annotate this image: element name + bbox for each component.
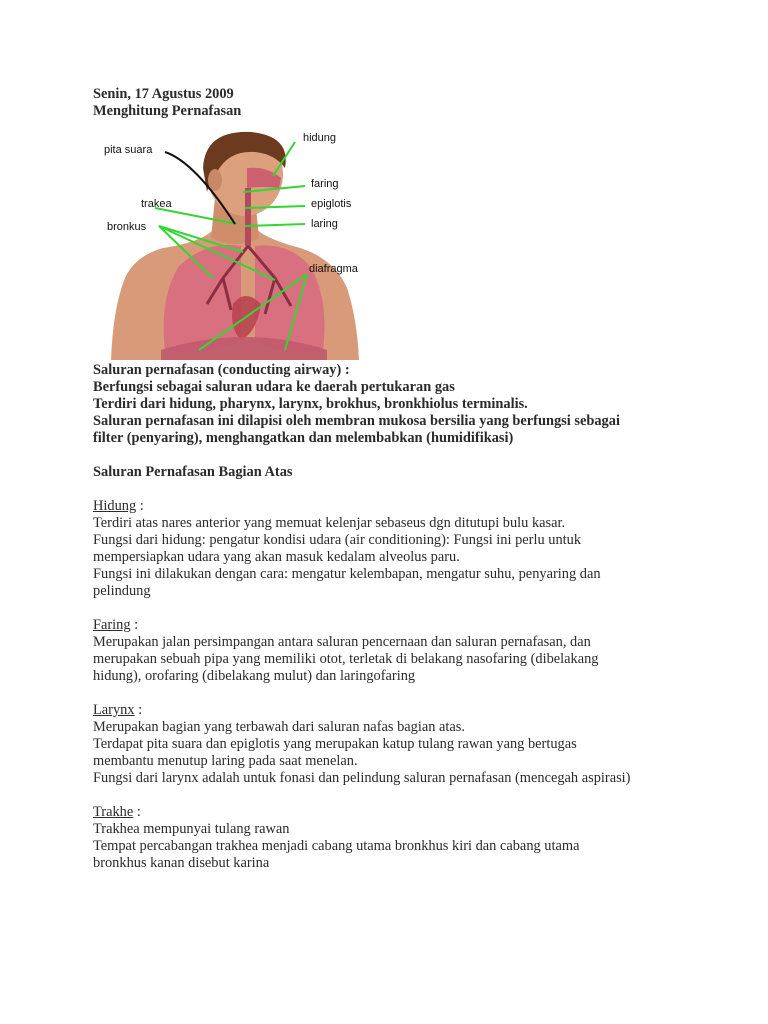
- section-line: Merupakan jalan persimpangan antara saluran pencernaan dan saluran pernafasan, dan: [93, 634, 591, 650]
- section-heading-suffix: :: [130, 617, 139, 633]
- intro-line: Terdiri dari hidung, pharynx, larynx, brokhus, bronkhiolus terminalis.: [93, 396, 528, 412]
- section-trakhe: [93, 804, 693, 872]
- section-line: Merupakan bagian yang terbawah dari saluran nafas bagian atas.: [93, 719, 465, 735]
- label-epiglotis: epiglotis: [311, 198, 352, 210]
- section-faring: [93, 617, 693, 685]
- label-trakea: trakea: [141, 198, 172, 210]
- intro-paragraph: [93, 362, 693, 447]
- section-line: mempersiapkan udara yang akan masuk kedalam alveolus paru.: [93, 549, 460, 565]
- section-heading: Larynx: [93, 702, 135, 718]
- section-line: Fungsi dari hidung: pengatur kondisi udara (air conditioning): Fungsi ini perlu untuk: [93, 532, 582, 548]
- section-line: Trakhea mempunyai tulang rawan: [93, 821, 290, 837]
- section-line: Terdapat pita suara dan epiglotis yang merupakan katup tulang rawan yang bertugas: [93, 736, 577, 752]
- section-line: bronkhus kanan disebut karina: [93, 855, 270, 871]
- section-heading-suffix: :: [134, 702, 143, 718]
- intro-line: Saluran pernafasan (conducting airway) :: [93, 362, 350, 378]
- respiratory-system-figure: [95, 128, 371, 360]
- section-line: hidung), orofaring (dibelakang mulut) dan laringofaring: [93, 668, 416, 684]
- section-line: Terdiri atas nares anterior yang memuat kelenjar sebaseus dgn ditutupi bulu kasar.: [93, 515, 566, 531]
- section-heading: Hidung: [93, 498, 137, 514]
- intro-line: Saluran pernafasan ini dilapisi oleh membran mukosa bersilia yang berfungsi sebagai: [93, 413, 620, 429]
- section-heading-suffix: :: [136, 498, 144, 514]
- label-laring: laring: [311, 218, 338, 230]
- section-line: merupakan sebuah pipa yang memiliki otot, terletak di belakang nasofaring (dibelakang: [93, 651, 599, 667]
- section-line: pelindung: [93, 583, 151, 599]
- intro-line: filter (penyaring), menghangatkan dan melembabkan (humidifikasi): [93, 430, 514, 446]
- section-heading: Trakhe: [93, 804, 134, 820]
- label-faring: faring: [311, 178, 339, 190]
- document-page: [93, 86, 693, 872]
- intro-line: Berfungsi sebagai saluran udara ke daerah pertukaran gas: [93, 379, 455, 395]
- section-larynx: [93, 702, 693, 787]
- label-diafragma: diafragma: [309, 263, 358, 275]
- document-title: Menghitung Pernafasan: [93, 103, 242, 119]
- document-date: Senin, 17 Agustus 2009: [93, 86, 234, 102]
- label-pita-suara: pita suara: [104, 144, 153, 156]
- section-line: Fungsi ini dilakukan dengan cara: mengatur kelembapan, mengatur suhu, penyaring dan: [93, 566, 601, 582]
- section-heading: Faring: [93, 617, 131, 633]
- section-line: Fungsi dari larynx adalah untuk fonasi dan pelindung saluran pernafasan (mencegah aspirasi): [93, 770, 631, 786]
- label-bronkus: bronkus: [107, 221, 147, 233]
- section-heading-suffix: :: [133, 804, 141, 820]
- anatomy-illustration: [95, 128, 371, 360]
- section-title: Saluran Pernafasan Bagian Atas: [93, 464, 293, 480]
- section-line: membantu menutup laring pada saat menelan.: [93, 753, 358, 769]
- section-line: Tempat percabangan trakhea menjadi cabang utama bronkhus kiri dan cabang utama: [93, 838, 580, 854]
- section-hidung: [93, 498, 693, 600]
- label-hidung: hidung: [303, 132, 337, 144]
